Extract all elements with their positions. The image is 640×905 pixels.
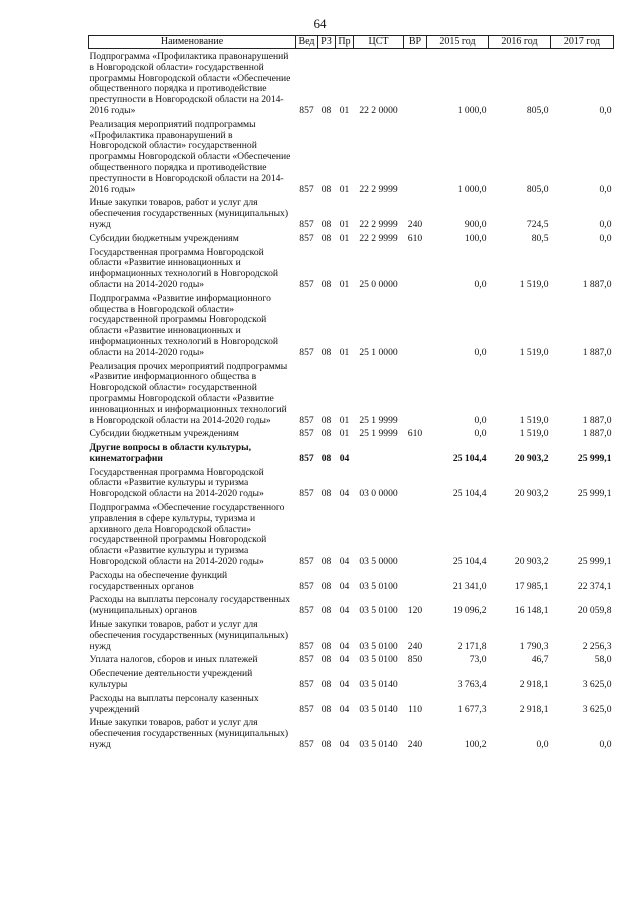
cell-name: Государственная программа Новгородской области «Развитие культуры и туризма Новгородской области на 2014-2020 годы» bbox=[89, 466, 264, 500]
header-2016: 2016 год bbox=[489, 36, 551, 49]
cell-rz: 08 bbox=[321, 104, 332, 116]
cell-name: Уплата налогов, сборов и иных платежей bbox=[89, 654, 258, 666]
header-vr: ВР bbox=[404, 36, 427, 49]
cell-2015: 25 104,4 bbox=[452, 556, 487, 568]
cell-2017: 3 625,0 bbox=[582, 703, 612, 715]
cell-ved: 857 bbox=[299, 183, 314, 195]
cell-vr: 240 bbox=[407, 739, 423, 751]
cell-cst: 22 2 9999 bbox=[359, 232, 398, 244]
cell-cst: 03 5 0100 bbox=[359, 605, 398, 617]
page-number: 64 bbox=[313, 16, 327, 31]
cell-name: Государственная программа Новгородской области «Развитие инновационных и информационных технологий в Новгородской области на 2014-2020 годы» bbox=[89, 246, 279, 290]
cell-2015: 0,0 bbox=[474, 428, 487, 440]
cell-name: Иные закупки товаров, работ и услуг для обеспечения государственных (муниципальных) нужд bbox=[89, 619, 289, 652]
cell-name: Реализация мероприятий подпрограммы «Профилактика правонарушений в Новгородской области» государственной программы Новгородской области «Обеспечение общественного порядка и противодействие преступности в Новгородской области на 2014-2016 годы» bbox=[89, 118, 291, 195]
table-row bbox=[89, 617, 614, 652]
cell-vr bbox=[404, 440, 427, 465]
cell-ved: 857 bbox=[299, 640, 314, 652]
cell-2015: 73,0 bbox=[469, 654, 487, 666]
cell-2016: 20 903,2 bbox=[514, 556, 549, 568]
cell-name: Иные закупки товаров, работ и услуг для обеспечения государственных (муниципальных) нужд bbox=[89, 197, 289, 230]
cell-2017: 20 059,8 bbox=[577, 605, 612, 617]
cell-ved: 857 bbox=[299, 739, 314, 751]
cell-2015: 1 000,0 bbox=[457, 104, 487, 116]
table-row bbox=[89, 117, 614, 196]
cell-2016: 805,0 bbox=[526, 183, 549, 195]
cell-pr: 01 bbox=[339, 428, 350, 440]
cell-2016: 1 519,0 bbox=[519, 346, 549, 358]
cell-2016: 20 903,2 bbox=[514, 452, 549, 464]
cell-2015: 21 341,0 bbox=[452, 580, 487, 592]
cell-rz: 08 bbox=[321, 739, 332, 751]
cell-2015: 25 104,4 bbox=[452, 488, 487, 500]
table-row bbox=[89, 291, 614, 359]
cell-2017: 1 887,0 bbox=[582, 278, 612, 290]
cell-2015: 0,0 bbox=[474, 278, 487, 290]
cell-name: Субсидии бюджетным учреждениям bbox=[89, 428, 239, 440]
cell-rz: 08 bbox=[321, 414, 332, 426]
cell-pr: 04 bbox=[339, 452, 350, 464]
cell-rz: 08 bbox=[321, 605, 332, 617]
cell-vr: 610 bbox=[407, 428, 423, 440]
table-row bbox=[89, 231, 614, 245]
cell-2017: 0,0 bbox=[599, 232, 612, 244]
cell-vr bbox=[404, 359, 427, 427]
cell-ved: 857 bbox=[299, 232, 314, 244]
cell-pr: 01 bbox=[339, 414, 350, 426]
cell-rz: 08 bbox=[321, 679, 332, 691]
table-row bbox=[89, 666, 614, 691]
cell-cst: 03 5 0100 bbox=[359, 654, 398, 666]
cell-2017: 1 887,0 bbox=[582, 428, 612, 440]
header-2017: 2017 год bbox=[551, 36, 614, 49]
cell-2017: 0,0 bbox=[599, 104, 612, 116]
cell-ved: 857 bbox=[299, 428, 314, 440]
cell-cst bbox=[354, 440, 404, 465]
cell-ved: 857 bbox=[299, 605, 314, 617]
cell-2015: 2 171,8 bbox=[457, 640, 487, 652]
cell-2016: 2 918,1 bbox=[519, 679, 549, 691]
cell-2016: 46,7 bbox=[531, 654, 549, 666]
cell-2015: 1 677,3 bbox=[457, 703, 487, 715]
cell-2016: 1 519,0 bbox=[519, 414, 549, 426]
table-row bbox=[89, 652, 614, 666]
cell-2016: 0,0 bbox=[536, 739, 549, 751]
cell-cst: 03 0 0000 bbox=[359, 488, 398, 500]
cell-name: Реализация прочих мероприятий подпрограммы «Развитие информационного общества в Новгородской области» государственной программы Новгородской области «Развитие инновационных и информационных технологий в Новгородской области на 2014-2020 годы» bbox=[89, 360, 288, 426]
cell-2016: 16 148,1 bbox=[514, 605, 549, 617]
cell-vr: 240 bbox=[407, 640, 423, 652]
table-row bbox=[89, 592, 614, 617]
cell-rz: 08 bbox=[321, 428, 332, 440]
table-row bbox=[89, 49, 614, 117]
cell-2016: 1 519,0 bbox=[519, 428, 549, 440]
cell-2015: 100,0 bbox=[464, 232, 487, 244]
table-row bbox=[89, 691, 614, 716]
cell-2016: 1 790,3 bbox=[519, 640, 549, 652]
header-rz: РЗ bbox=[318, 36, 336, 49]
table-row bbox=[89, 245, 614, 291]
cell-cst: 25 1 0000 bbox=[359, 346, 398, 358]
cell-pr: 01 bbox=[339, 104, 350, 116]
table-row bbox=[89, 500, 614, 568]
cell-name: Обеспечение деятельности учреждений культуры bbox=[89, 668, 253, 691]
table-row bbox=[89, 440, 614, 465]
cell-ved: 857 bbox=[299, 580, 314, 592]
cell-2015: 100,2 bbox=[464, 739, 487, 751]
cell-2015: 0,0 bbox=[474, 414, 487, 426]
cell-2015: 0,0 bbox=[474, 346, 487, 358]
cell-pr: 04 bbox=[339, 580, 350, 592]
table-row bbox=[89, 715, 614, 750]
cell-vr bbox=[404, 465, 427, 500]
cell-vr: 240 bbox=[407, 218, 423, 230]
cell-pr: 04 bbox=[339, 679, 350, 691]
cell-ved: 857 bbox=[299, 218, 314, 230]
cell-cst: 03 5 0140 bbox=[359, 703, 398, 715]
cell-cst: 03 5 0000 bbox=[359, 556, 398, 568]
cell-2017: 25 999,1 bbox=[577, 556, 612, 568]
header-2015: 2015 год bbox=[427, 36, 489, 49]
cell-cst: 03 5 0140 bbox=[359, 739, 398, 751]
cell-vr bbox=[404, 117, 427, 196]
cell-pr: 04 bbox=[339, 739, 350, 751]
cell-vr bbox=[404, 49, 427, 117]
cell-cst: 03 5 0100 bbox=[359, 580, 398, 592]
cell-rz: 08 bbox=[321, 346, 332, 358]
cell-2015: 19 096,2 bbox=[452, 605, 487, 617]
budget-table bbox=[88, 35, 614, 751]
cell-vr: 610 bbox=[407, 232, 423, 244]
cell-rz: 08 bbox=[321, 218, 332, 230]
cell-pr: 04 bbox=[339, 654, 350, 666]
cell-vr: 120 bbox=[407, 605, 423, 617]
cell-ved: 857 bbox=[299, 703, 314, 715]
cell-rz: 08 bbox=[321, 488, 332, 500]
cell-2017: 25 999,1 bbox=[577, 452, 612, 464]
cell-rz: 08 bbox=[321, 556, 332, 568]
cell-pr: 01 bbox=[339, 278, 350, 290]
cell-2017: 0,0 bbox=[599, 218, 612, 230]
cell-ved: 857 bbox=[299, 346, 314, 358]
table-row bbox=[89, 359, 614, 427]
cell-pr: 01 bbox=[339, 232, 350, 244]
cell-cst: 25 1 9999 bbox=[359, 428, 398, 440]
cell-vr bbox=[404, 666, 427, 691]
cell-cst: 22 2 9999 bbox=[359, 183, 398, 195]
cell-vr: 110 bbox=[407, 703, 423, 715]
cell-rz: 08 bbox=[321, 278, 332, 290]
cell-name: Субсидии бюджетным учреждениям bbox=[89, 232, 239, 244]
cell-ved: 857 bbox=[299, 556, 314, 568]
cell-pr: 04 bbox=[339, 640, 350, 652]
cell-2015: 1 000,0 bbox=[457, 183, 487, 195]
cell-name: Другие вопросы в области культуры, кинематографии bbox=[89, 442, 252, 464]
cell-ved: 857 bbox=[299, 654, 314, 666]
cell-name: Иные закупки товаров, работ и услуг для обеспечения государственных (муниципальных) нужд bbox=[89, 717, 289, 751]
cell-name: Расходы на выплаты персоналу государственных (муниципальных) органов bbox=[89, 594, 291, 617]
header-pr: Пр bbox=[336, 36, 354, 49]
cell-vr bbox=[404, 245, 427, 291]
table-row bbox=[89, 568, 614, 593]
cell-ved: 857 bbox=[299, 414, 314, 426]
cell-rz: 08 bbox=[321, 654, 332, 666]
header-cst: ЦСТ bbox=[354, 36, 404, 49]
cell-2015: 3 763,4 bbox=[457, 679, 487, 691]
cell-vr bbox=[404, 568, 427, 593]
cell-rz: 08 bbox=[321, 703, 332, 715]
cell-pr: 04 bbox=[339, 488, 350, 500]
header-name: Наименование bbox=[89, 36, 296, 49]
cell-pr: 01 bbox=[339, 346, 350, 358]
cell-ved: 857 bbox=[299, 278, 314, 290]
cell-ved: 857 bbox=[299, 104, 314, 116]
cell-name: Подпрограмма «Развитие информационного общества в Новгородской области» государственной программы Новгородской области «Развитие инновационных и информационных технологий в Новгородской области на 2014-2020 годы» bbox=[89, 292, 279, 358]
cell-rz: 08 bbox=[321, 640, 332, 652]
cell-2016: 2 918,1 bbox=[519, 703, 549, 715]
cell-2017: 22 374,1 bbox=[577, 580, 612, 592]
cell-name: Расходы на обеспечение функций государственных органов bbox=[89, 569, 228, 592]
cell-pr: 01 bbox=[339, 183, 350, 195]
cell-2016: 20 903,2 bbox=[514, 488, 549, 500]
cell-cst: 25 0 0000 bbox=[359, 278, 398, 290]
cell-ved: 857 bbox=[299, 488, 314, 500]
cell-name: Подпрограмма «Профилактика правонарушений в Новгородской области» государственной программы Новгородской области «Обеспечение общественного порядка и противодействие преступности в Новгородской области на 2014-2016 годы» bbox=[89, 51, 291, 116]
cell-vr bbox=[404, 291, 427, 359]
cell-pr: 04 bbox=[339, 605, 350, 617]
cell-pr: 01 bbox=[339, 218, 350, 230]
cell-rz: 08 bbox=[321, 232, 332, 244]
cell-cst: 03 5 0140 bbox=[359, 679, 398, 691]
cell-cst: 22 2 9999 bbox=[359, 218, 398, 230]
cell-2015: 900,0 bbox=[464, 218, 487, 230]
cell-ved: 857 bbox=[299, 679, 314, 691]
cell-2016: 724,5 bbox=[526, 218, 549, 230]
cell-2015: 25 104,4 bbox=[452, 452, 487, 464]
cell-cst: 25 1 9999 bbox=[359, 414, 398, 426]
cell-rz: 08 bbox=[321, 580, 332, 592]
cell-cst: 03 5 0100 bbox=[359, 640, 398, 652]
table-header bbox=[89, 36, 614, 49]
cell-pr: 04 bbox=[339, 556, 350, 568]
cell-2017: 0,0 bbox=[599, 739, 612, 751]
cell-rz: 08 bbox=[321, 452, 332, 464]
cell-2017: 3 625,0 bbox=[582, 679, 612, 691]
cell-name: Расходы на выплаты персоналу казенных учреждений bbox=[89, 692, 259, 715]
table-row bbox=[89, 426, 614, 440]
cell-cst: 22 2 0000 bbox=[359, 104, 398, 116]
cell-pr: 04 bbox=[339, 703, 350, 715]
cell-2017: 25 999,1 bbox=[577, 488, 612, 500]
cell-vr bbox=[404, 500, 427, 568]
cell-2017: 1 887,0 bbox=[582, 346, 612, 358]
cell-name: Подпрограмма «Обеспечение государственного управления в сфере культуры, туризма и архивного дела Новгородской области» государственной программы Новгородской области «Развитие культуры и туризма Новгородской области на 2014-2020 годы» bbox=[89, 502, 285, 568]
cell-2017: 2 256,3 bbox=[582, 640, 612, 652]
cell-2017: 0,0 bbox=[599, 183, 612, 195]
cell-2016: 805,0 bbox=[526, 104, 549, 116]
cell-ved: 857 bbox=[299, 452, 314, 464]
table-row bbox=[89, 195, 614, 230]
cell-2017: 1 887,0 bbox=[582, 414, 612, 426]
table-body bbox=[89, 49, 614, 751]
cell-2016: 80,5 bbox=[531, 232, 549, 244]
cell-vr: 850 bbox=[407, 654, 423, 666]
cell-2016: 1 519,0 bbox=[519, 278, 549, 290]
cell-2016: 17 985,1 bbox=[514, 580, 549, 592]
table-row bbox=[89, 465, 614, 500]
cell-rz: 08 bbox=[321, 183, 332, 195]
cell-2017: 58,0 bbox=[594, 654, 612, 666]
header-ved: Вед bbox=[296, 36, 318, 49]
